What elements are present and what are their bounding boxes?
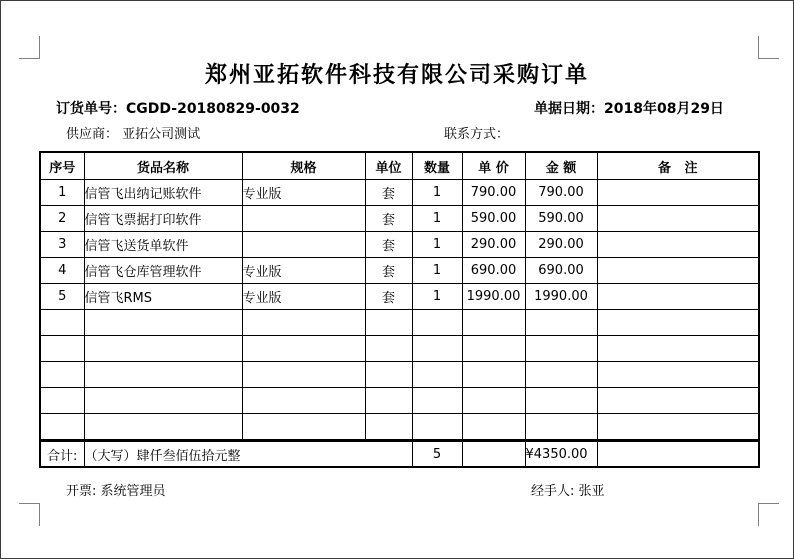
table-cell: [242, 336, 365, 362]
table-cell: 套: [365, 180, 412, 206]
table-cell: [597, 232, 759, 258]
table-cell: [597, 362, 759, 388]
table-cell: [597, 414, 759, 441]
table-cell: 5: [40, 284, 84, 310]
table-cell: 590.00: [462, 206, 525, 232]
table-cell: 1990.00: [462, 284, 525, 310]
table-body: [40, 180, 759, 441]
table-cell: [597, 258, 759, 284]
table-row: [40, 232, 759, 258]
table-cell: [242, 362, 365, 388]
total-amount-in-words: （大写）肆仟叁佰伍拾元整: [84, 441, 412, 468]
table-cell: [597, 284, 759, 310]
supplier-line: [66, 123, 200, 142]
order-number-line: [56, 98, 300, 118]
table-cell: [597, 388, 759, 414]
table-cell: [462, 362, 525, 388]
table-cell: 信管飞出纳记账软件: [84, 180, 242, 206]
total-unit-price-empty: [462, 441, 525, 468]
table-cell: 专业版: [242, 258, 365, 284]
table-cell: 信管飞RMS: [84, 284, 242, 310]
table-cell: 4: [40, 258, 84, 284]
table-cell: 1: [412, 284, 462, 310]
header-unit-price: 单 价: [462, 152, 525, 180]
supplier-label: 供应商：: [66, 127, 119, 142]
crop-mark-top-left-icon: [19, 36, 40, 59]
page-title: 郑州亚拓软件科技有限公司采购订单: [204, 63, 589, 88]
table-cell: [525, 414, 597, 441]
issuer-label: 开票:: [66, 484, 101, 499]
header-specification: 规格: [242, 152, 365, 180]
total-row: [40, 441, 759, 468]
table-cell: [462, 336, 525, 362]
table-cell: [525, 336, 597, 362]
table-row: [40, 414, 759, 441]
total-amount: ¥4350.00: [525, 441, 597, 468]
header-unit: 单位: [365, 152, 412, 180]
table-cell: 1: [412, 232, 462, 258]
table-cell: 信管飞送货单软件: [84, 232, 242, 258]
table-cell: 1: [412, 180, 462, 206]
order-number-value: CGDD-20180829-0032: [126, 101, 300, 117]
table-cell: [462, 310, 525, 336]
handler-line: [531, 480, 605, 499]
table-cell: [462, 388, 525, 414]
table-cell: [365, 310, 412, 336]
table-row: [40, 284, 759, 310]
crop-mark-bottom-right-icon: [758, 503, 779, 526]
document-date-value: 2018年08月29日: [604, 101, 724, 117]
header-product-name: 货品名称: [84, 152, 242, 180]
handler-label: 经手人:: [531, 484, 579, 499]
table-cell: [365, 336, 412, 362]
items-table: [39, 151, 760, 468]
table-cell: [242, 232, 365, 258]
table-cell: 专业版: [242, 180, 365, 206]
contact-label: 联系方式：: [444, 127, 510, 142]
total-quantity: 5: [412, 441, 462, 468]
issuer-line: [66, 480, 166, 499]
table-cell: 1990.00: [525, 284, 597, 310]
table-cell: 1: [412, 206, 462, 232]
table-row: [40, 362, 759, 388]
crop-mark-bottom-left-icon: [19, 503, 40, 526]
table-cell: 信管飞票据打印软件: [84, 206, 242, 232]
table-cell: 590.00: [525, 206, 597, 232]
total-remarks-empty: [597, 441, 759, 468]
table-cell: 1: [412, 258, 462, 284]
header-amount: 金 额: [525, 152, 597, 180]
table-cell: [84, 336, 242, 362]
table-row: [40, 258, 759, 284]
table-cell: [242, 414, 365, 441]
table-cell: [412, 362, 462, 388]
table-cell: 790.00: [462, 180, 525, 206]
table-cell: [597, 310, 759, 336]
document-date-line: [534, 98, 724, 118]
table-cell: 790.00: [525, 180, 597, 206]
table-cell: [242, 310, 365, 336]
total-label: 合计:: [40, 441, 84, 468]
table-cell: 2: [40, 206, 84, 232]
table-cell: 1: [40, 180, 84, 206]
table-cell: [462, 414, 525, 441]
table-cell: [84, 414, 242, 441]
table-cell: 690.00: [462, 258, 525, 284]
table-cell: [412, 310, 462, 336]
table-cell: [412, 414, 462, 441]
table-cell: 套: [365, 232, 412, 258]
table-cell: [84, 362, 242, 388]
table-header-row: [40, 152, 759, 180]
table-cell: [242, 206, 365, 232]
header-serial: 序号: [40, 152, 84, 180]
table-row: [40, 206, 759, 232]
table-cell: [412, 388, 462, 414]
contact-line: [444, 123, 509, 142]
handler-value: 张亚: [578, 484, 605, 499]
table-cell: [525, 310, 597, 336]
table-cell: 290.00: [525, 232, 597, 258]
table-cell: 专业版: [242, 284, 365, 310]
table-cell: [40, 336, 84, 362]
table-cell: [84, 388, 242, 414]
table-cell: [412, 336, 462, 362]
table-cell: 信管飞仓库管理软件: [84, 258, 242, 284]
table-cell: [40, 388, 84, 414]
table-cell: 690.00: [525, 258, 597, 284]
crop-mark-top-right-icon: [758, 36, 779, 59]
order-number-label: 订货单号：: [56, 101, 126, 117]
issuer-value: 系统管理员: [100, 484, 166, 499]
table-cell: [84, 310, 242, 336]
header-quantity: 数量: [412, 152, 462, 180]
table-row: [40, 336, 759, 362]
table-cell: [40, 310, 84, 336]
table-cell: [597, 180, 759, 206]
table-cell: 290.00: [462, 232, 525, 258]
table-cell: 套: [365, 258, 412, 284]
table-cell: [365, 388, 412, 414]
table-cell: [597, 336, 759, 362]
table-cell: [242, 388, 365, 414]
table-cell: 套: [365, 206, 412, 232]
table-cell: 套: [365, 284, 412, 310]
supplier-value: 亚拓公司测试: [122, 127, 201, 142]
table-cell: [40, 414, 84, 441]
table-row: [40, 388, 759, 414]
table-cell: [597, 206, 759, 232]
header-remarks: 备 注: [597, 152, 759, 180]
document-date-label: 单据日期：: [534, 101, 604, 117]
table-row: [40, 310, 759, 336]
table-cell: [365, 362, 412, 388]
table-cell: [525, 388, 597, 414]
table-row: [40, 180, 759, 206]
table-cell: 3: [40, 232, 84, 258]
table-cell: [365, 414, 412, 441]
table-cell: [525, 362, 597, 388]
table-cell: [40, 362, 84, 388]
